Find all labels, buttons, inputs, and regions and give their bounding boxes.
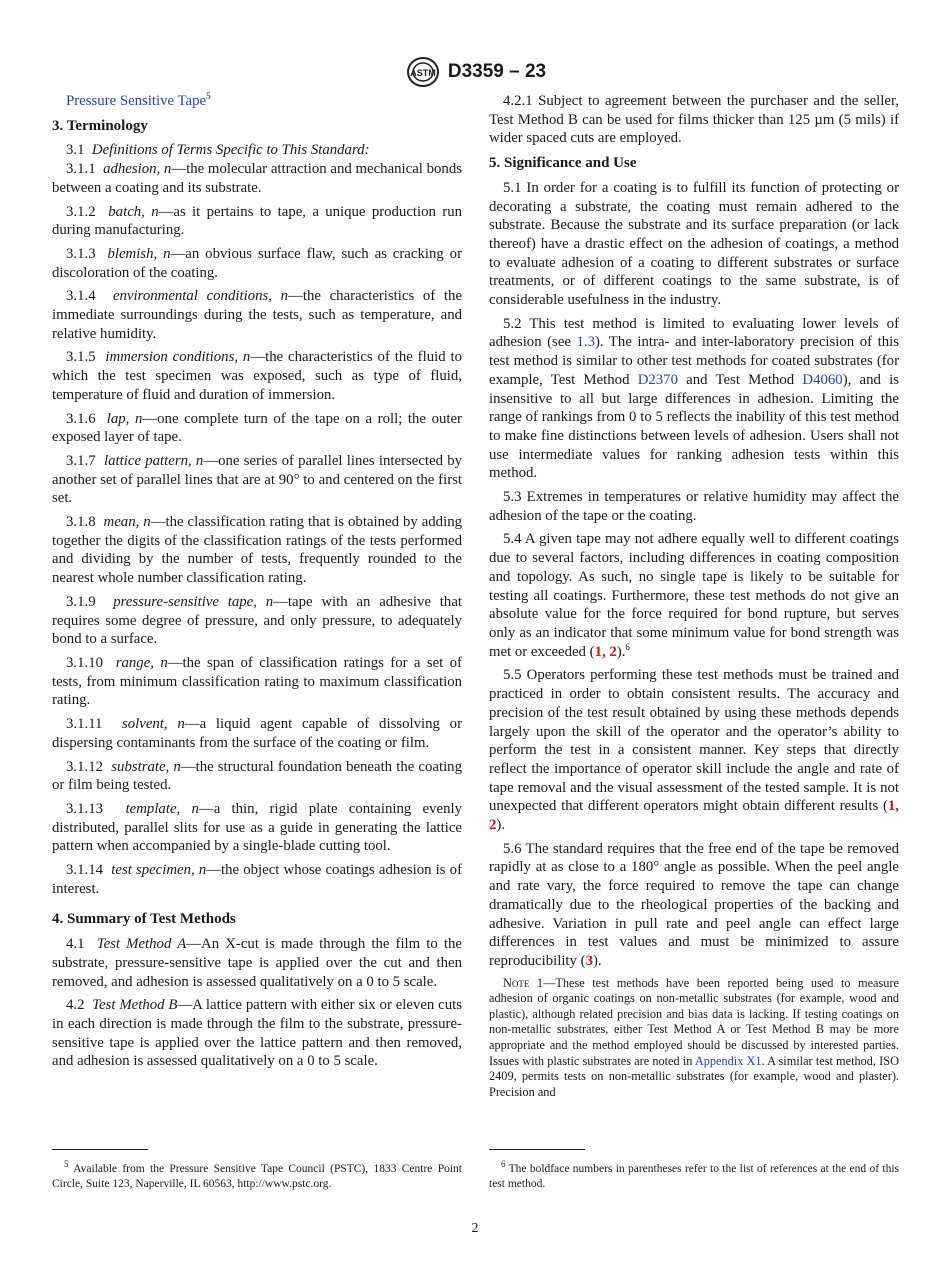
section-4-heading: 4. Summary of Test Methods (52, 911, 236, 928)
section-5-heading: 5. Significance and Use (489, 155, 637, 172)
pressure-sensitive-tape-link[interactable]: Pressure Sensitive Tape (66, 93, 207, 109)
svg-text:ASTM: ASTM (410, 68, 436, 78)
term-definition: 3.1.3 blemish, n—an obvious surface flaw, such as cracking or discoloration of the coating. (52, 245, 462, 281)
paragraph-4-2: 4.2 Test Method B—A lattice pattern with either six or eleven cuts in each direction is made through the film to the substrate, pressure-sensitive tape is applied over the lattice pattern and then removed, and adhesion is assessed qualitatively on a 0 to 5 scale. (52, 997, 462, 1070)
term-definition: 3.1.8 mean, n—the classification rating that is obtained by adding together the digits of the classification ratings of the tests performed and dividing by the number of tests, frequently rounded to the nearest whole number classification rating. (52, 514, 462, 587)
term-definition: 3.1.9 pressure-sensitive tape, n—tape with an adhesive that requires some degree of pressure, and only pressure, to adequately bond to a surface. (52, 593, 462, 648)
page-header (0, 55, 950, 94)
paragraph-5-4: 5.4 A given tape may not adhere equally well to different coatings due to several factors, including differences in coating composition and topology. As such, no single tape is likely to be suitable for testing all coatings. Furthermore, these test methods do not give an absolute value for the force required for bond rupture, but serves only as an indicator that some minimum value for bond strength was met or exceeded (1, 2).$^6$ (489, 531, 899, 660)
term-definition: 3.1.7 lattice pattern, n—one series of parallel lines intersected by another set of parallel lines that are at 90° to and centered on the first set. (52, 452, 462, 507)
paragraph-4-2-1: 4.2.1 Subject to agreement between the purchaser and the seller, Test Method B can be used for films thicker than 125 µm (5 mils) if wider spaced cuts are employed. (489, 93, 899, 147)
term-definition: 3.1.4 environmental conditions, n—the characteristics of the immediate surroundings during the tests, such as temperature, and relative humidity. (52, 288, 463, 342)
astm-logo-icon (404, 55, 442, 89)
reference-link[interactable]: 1, 2 (594, 643, 617, 660)
footnote-divider-right (489, 1149, 585, 1150)
paragraph-5-1: 5.1 In order for a coating is to fulfill its function of protecting or decorating a substrate, the coating must remain adhered to the substrate. Because the substrate and its surface preparation (or lack thereof) have a drastic effect on the adhesion of coatings, a method to evaluate adhesion of a coating to different substrates or surface treatments, or of different coatings to the same substrate, is of considerable usefulness in the industry. (489, 179, 899, 309)
term-definition: 3.1.13 template, n—a thin, rigid plate containing evenly distributed, parallel slits for use as a guide in generating the lattice pattern when accompanied by a single-blade cutting tool. (52, 800, 462, 855)
term-definition: 3.1.10 range, n—the span of classification ratings for a set of tests, from minimum classification rating to maximum classification rating. (52, 654, 462, 709)
referenced-item: Pressure Sensitive Tape$^5$ (66, 91, 211, 109)
paragraph-5-5: 5.5 Operators performing these test methods must be trained and practiced in order to obtain consistent results. The accuracy and precision of the test result obtained by using these methods depends largely upon the skill of the operator and the operator’s ability to perform the test in a consistent manner. Key steps that directly reflect the importance of operator skill include the angle and rate of tape removal and the visual assessment of the tested sample. It is not unexpected that different operators might obtain different results (1, 2). (489, 667, 899, 834)
right-column (489, 92, 899, 1100)
reference-link[interactable]: 1, 2 (489, 798, 899, 834)
footnote-6: $^6$ The boldface numbers in parentheses refer to the list of references at the end of this test method. (489, 1159, 900, 1190)
document-designation: D3359 – 23 (447, 61, 547, 82)
term-definition: 3.1.12 substrate, n—the structural foundation beneath the coating or film being tested. (52, 758, 462, 794)
term-definition: 3.1.6 lap, n—one complete turn of the tape on a roll; the outer exposed layer of tape. (52, 410, 462, 446)
term-definition: 3.1.2 batch, n—as it pertains to tape, a unique production run during manufacturing. (52, 203, 463, 239)
section-3-heading: 3. Terminology (52, 117, 148, 134)
paragraph-5-3: 5.3 Extremes in temperatures or relative humidity may affect the adhesion of the tape or the coating. (489, 489, 899, 524)
term-definition: 3.1.5 immersion conditions, n—the characteristics of the fluid to which the test specimen was exposed, such as type of fluid, temperature of fluid and duration of immersion. (52, 349, 463, 403)
term-definition: 3.1.11 solvent, n—a liquid agent capable of dissolving or dispersing contaminants from the surface of the coating or film. (52, 716, 462, 751)
term-definition: 3.1.14 test specimen, n—the object whose coatings adhesion is of interest. (52, 862, 462, 897)
footnote-divider-left (52, 1149, 148, 1150)
reference-link[interactable]: 3 (585, 952, 593, 969)
d4060-link[interactable]: D4060 (802, 371, 843, 388)
left-column (52, 92, 462, 1076)
terms-list (52, 160, 462, 898)
paragraph-5-6: 5.6 The standard requires that the free end of the tape be removed rapidly at as close to a 180° angle as possible. When the peel angle and rate vary, the force required to remove the tape can change dramatically due to the rheological properties of the backing and adhesive. Variation in pull rate and peel angle can effect large differences in test values and must be minimized to assure reproducibility (3). (489, 840, 899, 969)
page-number: 2 (471, 1221, 479, 1236)
paragraph-4-1: 4.1 Test Method A—An X-cut is made through the film to the substrate, pressure-sensitive tape is applied over the cut and then removed, and adhesion is assessed qualitatively on a 0 to 5 scale. (52, 936, 462, 990)
note-1: Note 1—These test methods have been reported being used to measure adhesion of organic coatings on non-metallic substrates (for example, wood and plastic), although related precision and bias data is lacking. If testing coatings on non-metallic substrates, either Test Method A or Test Method B may be more appropriate and the method employed should be discussed by interested parties. Issues with plastic substrates are noted in Appendix X1. A similar test method, ISO 2409, permits tests on non-metallic substrates (for example, wood and plaster). Precision and (489, 975, 899, 1099)
paragraph-5-2: 5.2 This test method is limited to evaluating lower levels of adhesion (see 1.3). The intra- and inter-laboratory precision of this test method is similar to other test methods for coated substrates (for example, Test Method D2370 and Test Method D4060), and is insensitive to all but large differences in adhesion. Limiting the range of rankings from 0 to 5 reflects the inability of this test method to make fine distinctions between levels of adhesion. Users shall not use intermediate values for ranking adhesion tests within this method. (489, 315, 900, 482)
term-definition: 3.1.1 adhesion, n—the molecular attraction and mechanical bonds between a coating and its substrate. (52, 161, 462, 196)
definition-3-1: 3.1 Definitions of Terms Specific to This Standard: (66, 142, 370, 159)
footnote-5: $^5$ Available from the Pressure Sensitive Tape Council (PSTC), 1833 Centre Point Circle, Suite 123, Naperville, IL 60563, http://www.pstc.org. (52, 1159, 462, 1190)
section-1-3-link[interactable]: 1.3 (576, 334, 595, 351)
appendix-x1-link[interactable]: Appendix X1 (694, 1053, 762, 1068)
d2370-link[interactable]: D2370 (637, 371, 678, 388)
